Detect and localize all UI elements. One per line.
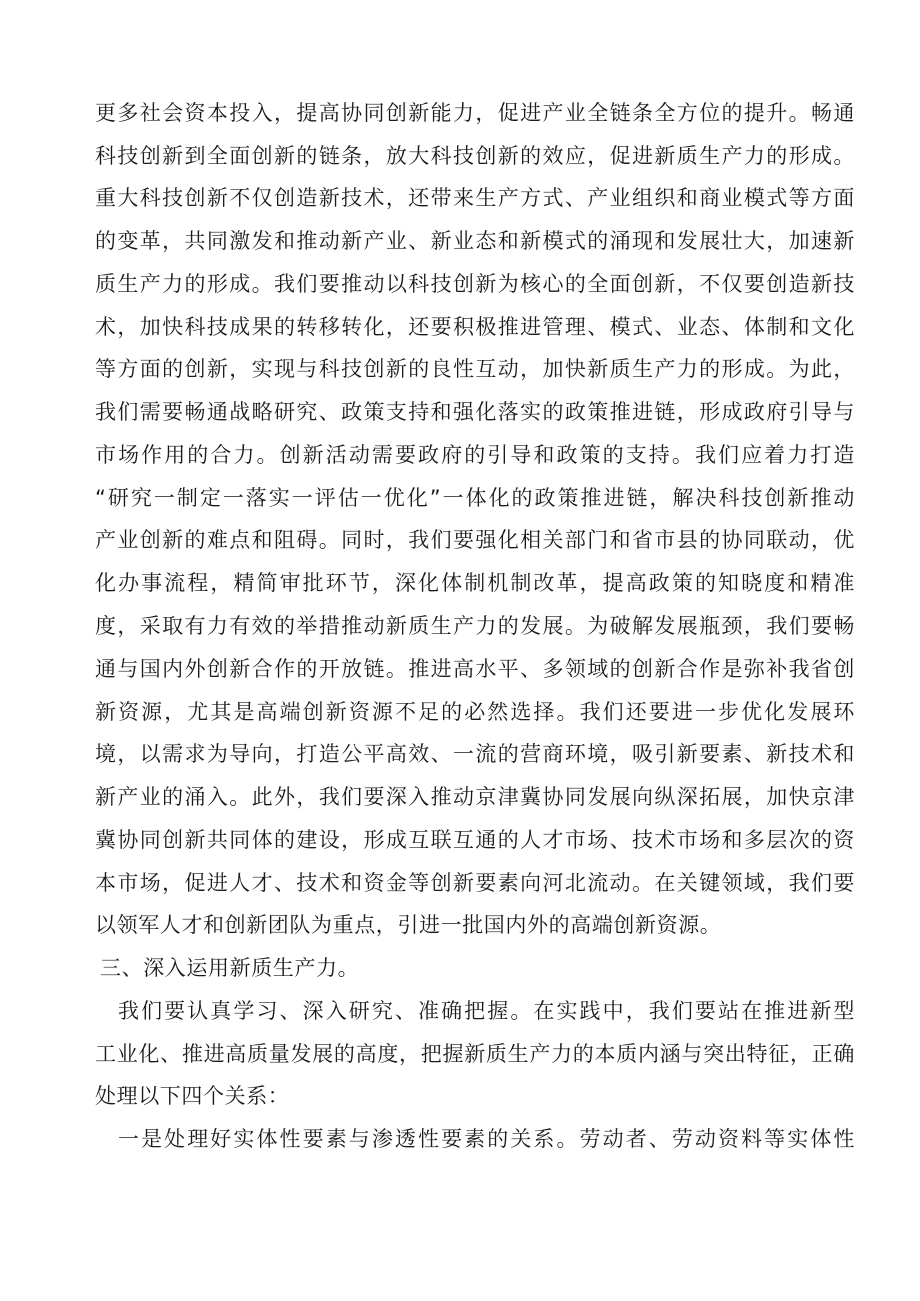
body-text-line: 我们要认真学习、深入研究、准确把握。在实践中，我们要站在推进新型: [118, 999, 855, 1023]
body-text-line: 术，加快科技成果的转移转化，还要积极推进管理、模式、业态、体制和文化: [95, 315, 855, 339]
section-heading: 三、深入运用新质生产力。: [100, 956, 360, 980]
body-text-line: 等方面的创新，实现与科技创新的良性互动，加快新质生产力的形成。为此，: [95, 357, 855, 381]
body-text-line: 以领军人才和创新团队为重点，引进一批国内外的高端创新资源。: [95, 913, 722, 937]
body-text-line: 质生产力的形成。我们要推动以科技创新为核心的全面创新，不仅要创造新技: [95, 272, 855, 296]
body-text-line: 新资源，尤其是高端创新资源不足的必然选择。我们还要进一步优化发展环: [95, 700, 855, 724]
body-text-line: 的变革，共同激发和推动新产业、新业态和新模式的涌现和发展壮大，加速新: [95, 229, 855, 253]
body-text-line: 处理以下四个关系：: [95, 1084, 290, 1108]
body-text-line: 冀协同创新共同体的建设，形成互联互通的人才市场、技术市场和多层次的资: [95, 828, 855, 852]
body-text-line: 产业创新的难点和阻碍。同时，我们要强化相关部门和省市县的协同联动，优: [95, 528, 855, 552]
body-text-line: 科技创新到全面创新的链条，放大科技创新的效应，促进新质生产力的形成。: [95, 144, 855, 168]
body-text-line: 工业化、推进高质量发展的高度，把握新质生产力的本质内涵与突出特征，正确: [95, 1042, 855, 1066]
body-text-line: 一是处理好实体性要素与渗透性要素的关系。劳动者、劳动资料等实体性: [118, 1127, 855, 1151]
body-text-line: 市场作用的合力。创新活动需要政府的引导和政策的支持。我们应着力打造: [95, 443, 855, 467]
body-text-line: 我们需要畅通战略研究、政策支持和强化落实的政策推进链，形成政府引导与: [95, 400, 855, 424]
body-text-line: 新产业的涌入。此外，我们要深入推动京津冀协同发展向纵深拓展，加快京津: [95, 785, 855, 809]
body-text-line: 通与国内外创新合作的开放链。推进高水平、多领域的创新合作是弥补我省创: [95, 657, 855, 681]
body-text-line: “研究一制定一落实一评估一优化”一体化的政策推进链，解决科技创新推动: [95, 486, 855, 510]
body-text-line: 更多社会资本投入，提高协同创新能力，促进产业全链条全方位的提升。畅通: [95, 101, 855, 125]
body-text-line: 境，以需求为导向，打造公平高效、一流的营商环境，吸引新要素、新技术和: [95, 742, 855, 766]
body-text-line: 化办事流程，精简审批环节，深化体制机制改革，提高政策的知晓度和精准: [95, 571, 855, 595]
body-text-line: 本市场，促进人才、技术和资金等创新要素向河北流动。在关键领域，我们要: [95, 871, 855, 895]
body-text-line: 度，采取有力有效的举措推动新质生产力的发展。为破解发展瓶颈，我们要畅: [95, 614, 855, 638]
body-text-line: 重大科技创新不仅创造新技术，还带来生产方式、产业组织和商业模式等方面: [95, 186, 855, 210]
